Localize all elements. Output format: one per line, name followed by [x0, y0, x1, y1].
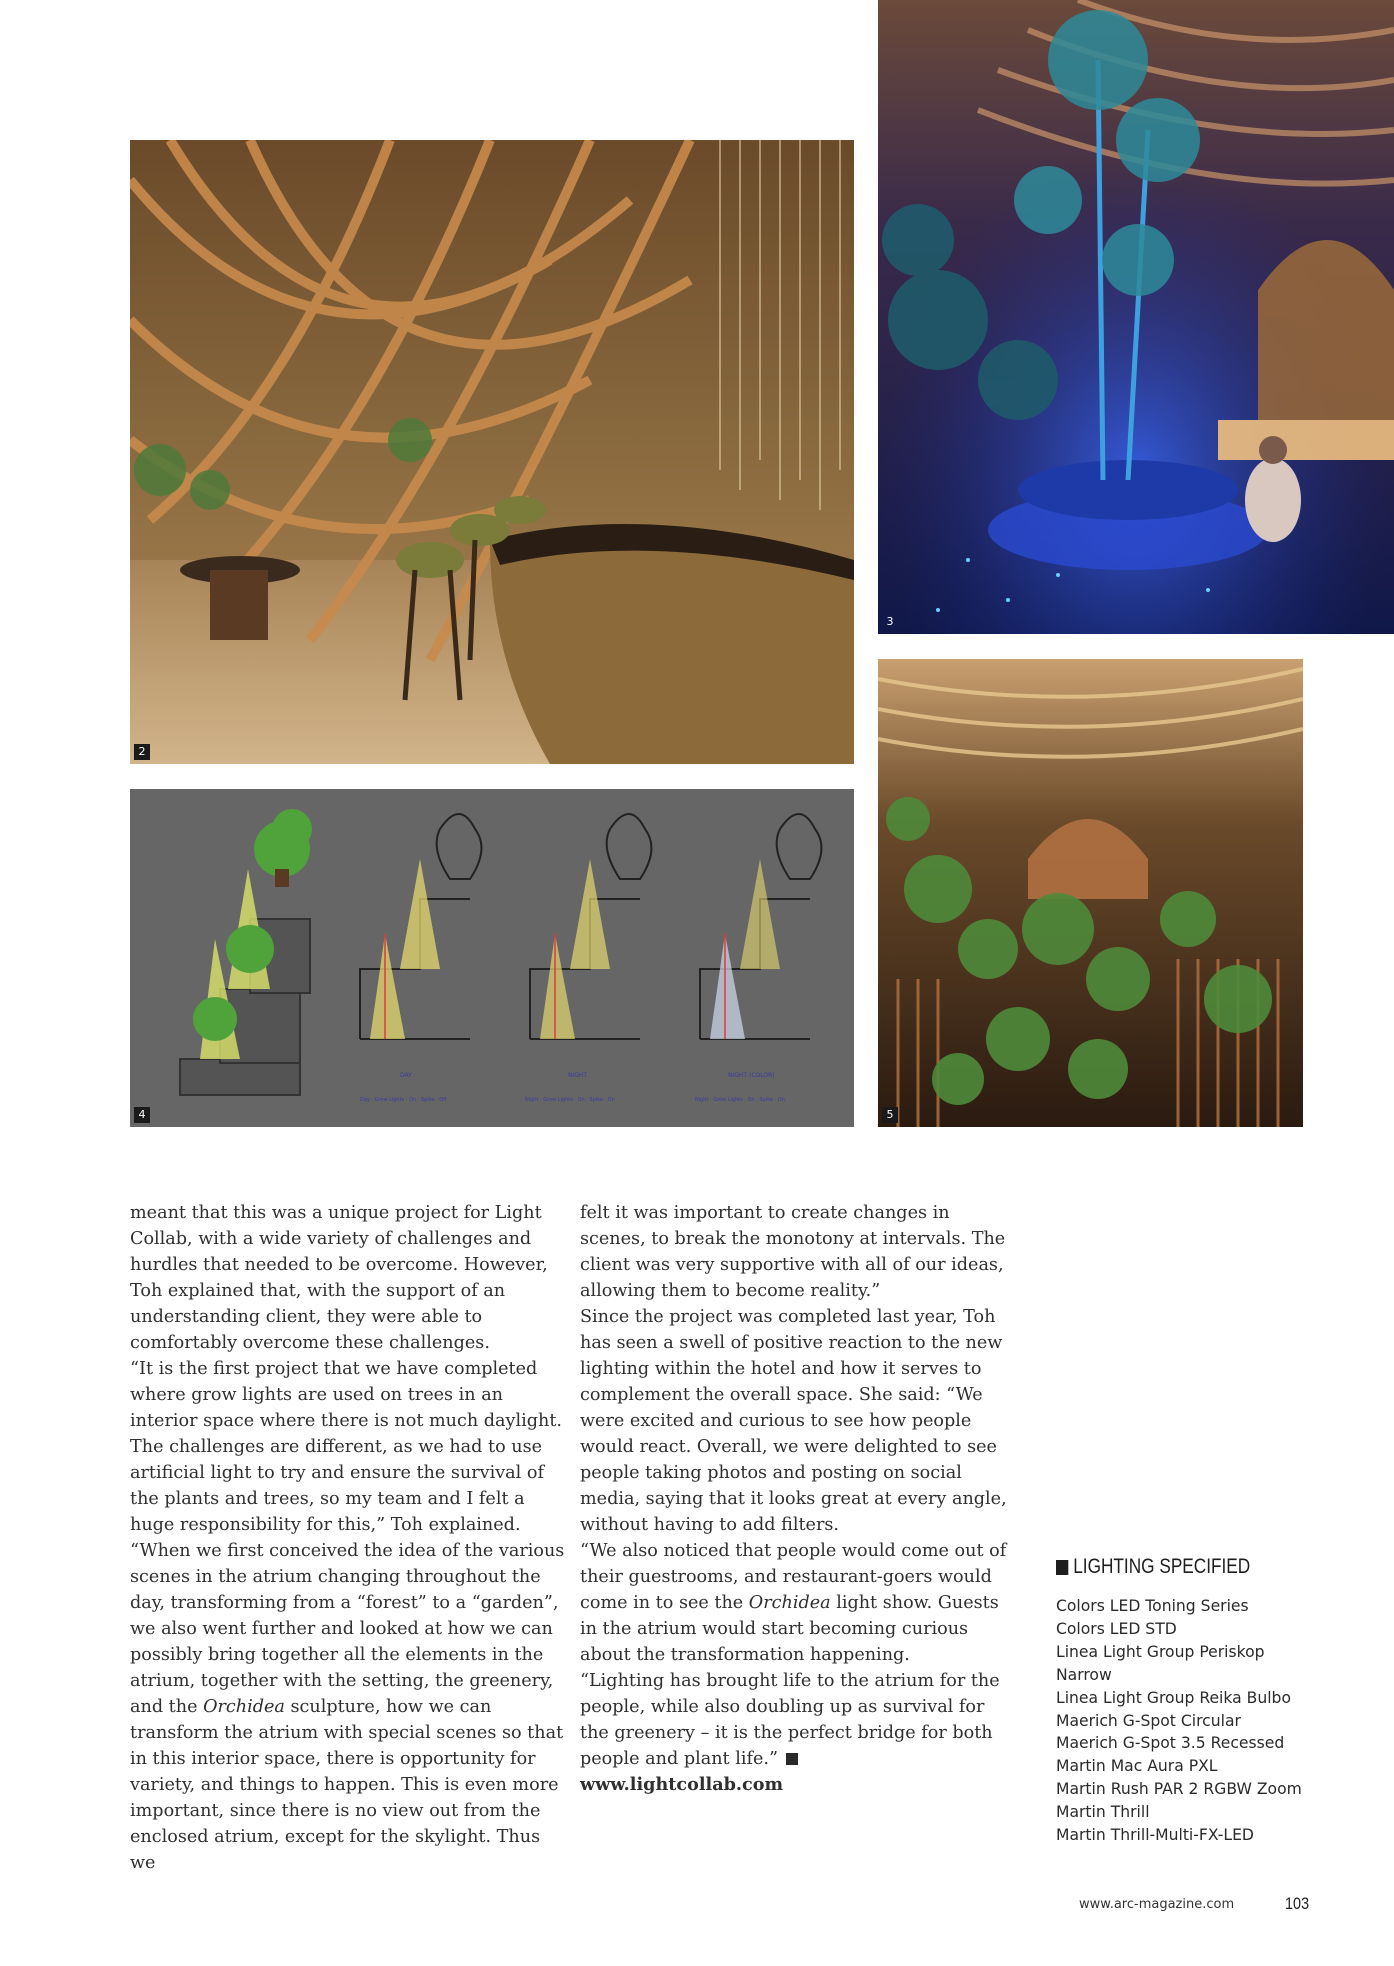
page-number: 103	[1285, 1894, 1310, 1913]
diagram-panel-title: NIGHT (COLOR)	[728, 1072, 775, 1079]
article-url-link[interactable]: www.lightcollab.com	[580, 1774, 784, 1795]
diagram-panel-title: NIGHT	[568, 1072, 588, 1079]
lighting-specified-label: LIGHTING SPECIFIED	[1073, 1555, 1251, 1578]
lighting-list-item: Maerich G-Spot 3.5 Recessed	[1056, 1734, 1285, 1753]
photo-number: 5	[882, 1107, 898, 1123]
atrium-night-photo	[878, 0, 1394, 634]
lighting-list-item: Colors LED Toning Series	[1056, 1597, 1249, 1615]
lighting-list-item: Martin Rush PAR 2 RGBW Zoom	[1056, 1780, 1302, 1799]
lighting-list-item: Linea Light Group Periskop	[1056, 1642, 1265, 1661]
square-bullet-icon	[1056, 1560, 1068, 1575]
italic-title: Orchidea	[748, 1593, 831, 1613]
italic-title: Orchidea	[203, 1697, 285, 1717]
article-paragraph: Since the project was completed last year, Toh has seen a swell of positive reaction to the new lighting within the hotel and how it serves to complement the overall space. She said: “We were excited and curious to see how people would react. Overall, we were delighted to see people taking photos and posting on social media, saying that it looks great at every angle, without having to add filters.	[580, 1307, 1007, 1535]
diagram-panel-caption: Night · Grow Lights · On · Spike · On	[695, 1097, 785, 1103]
diagram-panel-caption: Day · Grow Lights · On · Spike · Off	[360, 1097, 447, 1103]
lighting-diagram	[130, 789, 854, 1127]
text-run: “When we first conceived the idea of the various scenes in the atrium changing throughout the day, transforming from a “forest” to a “garden”, we also went further and looked at how we can possibly bring together all the elements in the atrium, together with the setting, the greenery, and the	[130, 1541, 565, 1717]
photo-number: 4	[134, 1107, 150, 1123]
lighting-list-item: Martin Thrill	[1056, 1803, 1150, 1822]
diagram-panel-caption: Night · Grow Lights · On · Spike · On	[525, 1097, 615, 1103]
article-paragraph: “It is the first project that we have completed where grow lights are used on trees in an interior space where there is not much daylight. The challenges are different, as we had to use artificial light to try and ensure the survival of the plants and trees, so my team and I felt a huge responsibility for this,” Toh explained.	[130, 1359, 562, 1535]
end-mark-icon	[786, 1753, 798, 1765]
photo-number: 2	[134, 744, 150, 760]
lighting-list-item: Martin Thrill-Multi-FX-LED	[1056, 1826, 1254, 1845]
lighting-list-item: Colors LED STD	[1056, 1619, 1177, 1638]
footer-url[interactable]: www.arc-magazine.com	[1079, 1897, 1235, 1912]
bar-photo	[130, 140, 854, 764]
lighting-list	[1056, 1595, 1376, 1847]
article-column-2	[580, 1200, 1010, 1798]
text-run: “Lighting has brought life to the atrium for the people, while also doubling up as survival for the greenery – it is the perfect bridge for both people and plant life.”	[580, 1671, 1000, 1769]
text-run: light show. Guests in the atrium would start becoming curious about the transformation happening.	[580, 1593, 999, 1665]
article-paragraph	[580, 1668, 1010, 1772]
lighting-specified-box	[1056, 1555, 1376, 1847]
lighting-specified-title	[1056, 1555, 1318, 1579]
text-run: sculpture, how we can transform the atrium with special scenes so that in this interior space, there is opportunity for variety, and things to happen. This is even more important, since there is no view out from the enclosed atrium, except for the skylight. Thus we	[130, 1697, 564, 1873]
article-paragraph: meant that this was a unique project for Light Collab, with a wide variety of challenges and hurdles that needed to be overcome. However, Toh explained that, with the support of an understanding client, they were able to comfortably overcome these challenges.	[130, 1203, 548, 1353]
lighting-list-item: Maerich G-Spot Circular	[1056, 1711, 1241, 1730]
lighting-list-item: Martin Mac Aura PXL	[1056, 1757, 1218, 1776]
photo-number: 3	[886, 615, 894, 628]
article-paragraph	[580, 1538, 1010, 1668]
diagram-panel-title: DAY	[400, 1072, 412, 1079]
article-paragraph	[130, 1538, 570, 1876]
atrium-garden-photo	[878, 659, 1303, 1127]
lighting-list-item: Narrow	[1056, 1665, 1112, 1684]
lighting-list-item: Linea Light Group Reika Bulbo	[1056, 1688, 1291, 1707]
article-column-1	[130, 1200, 570, 1876]
article-paragraph: felt it was important to create changes in scenes, to break the monotony at intervals. The client was very supportive with all of our ideas, allowing them to become reality.”	[580, 1203, 1006, 1301]
text-run: “We also noticed that people would come out of their guestrooms, and restaurant-goers would come in to see the	[580, 1541, 1007, 1613]
